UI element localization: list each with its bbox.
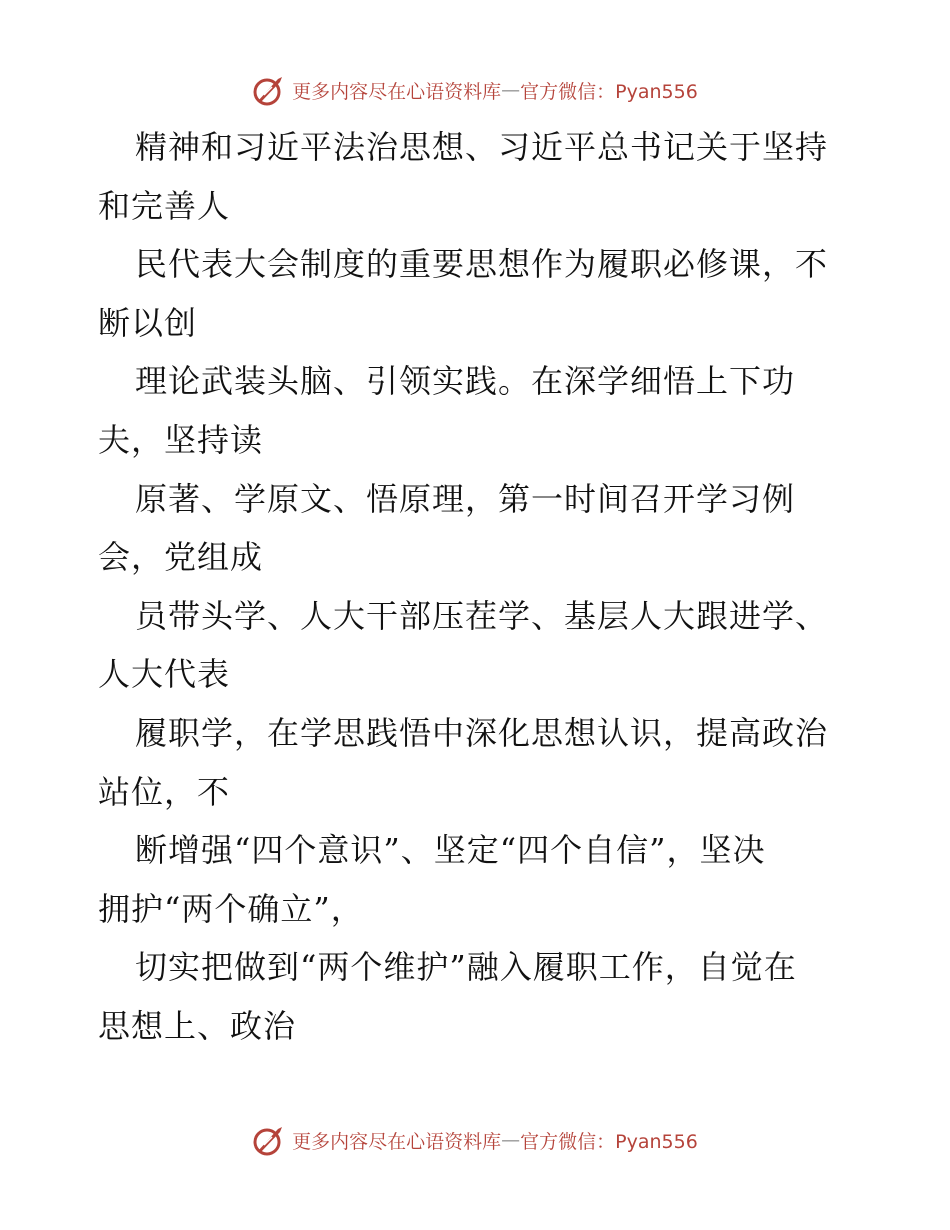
- footer-banner-contact: 官方微信：Pyan556: [520, 1130, 698, 1153]
- body-line: 切实把做到“两个维护”融入履职工作，自觉在: [135, 948, 797, 987]
- body-line: 会，党组成: [98, 538, 264, 577]
- body-line: 和完善人: [98, 186, 231, 225]
- body-line: 精神和习近平法治思想、习近平总书记关于坚持: [135, 128, 829, 166]
- footer-banner-separator: —: [501, 1129, 521, 1151]
- body-line: 员带头学、人大干部压茬学、基层人大跟进学、: [135, 596, 829, 635]
- body-line: 民代表大会制度的重要思想作为履职必修课，不: [135, 245, 829, 284]
- quill-logo-icon: [252, 1123, 286, 1157]
- footer-banner: [0, 1120, 950, 1160]
- body-line: 拥护“两个确立”，: [98, 889, 364, 928]
- document-body: [98, 118, 858, 1056]
- header-banner-text: 更多内容尽在心语资料库: [292, 80, 502, 103]
- body-line: 夫，坚持读: [98, 420, 264, 459]
- body-line: 思想上、政治: [98, 1006, 297, 1045]
- header-banner-contact: 官方微信：Pyan556: [520, 80, 698, 103]
- body-line: 人大代表: [98, 655, 231, 694]
- body-line: 原著、学原文、悟原理，第一时间召开学习例: [135, 479, 796, 518]
- body-line: 断以创: [98, 303, 198, 342]
- header-banner-separator: —: [501, 79, 521, 101]
- body-line: 断增强“四个意识”、坚定“四个自信”，坚决: [135, 831, 766, 870]
- body-line: 站位，不: [98, 772, 231, 811]
- quill-logo-icon: [252, 73, 286, 107]
- footer-banner-text: 更多内容尽在心语资料库: [292, 1130, 502, 1153]
- body-line: 理论武装头脑、引领实践。在深学细悟上下功: [135, 362, 796, 401]
- body-line: 履职学，在学思践悟中深化思想认识，提高政治: [135, 713, 829, 752]
- header-banner: [0, 70, 950, 110]
